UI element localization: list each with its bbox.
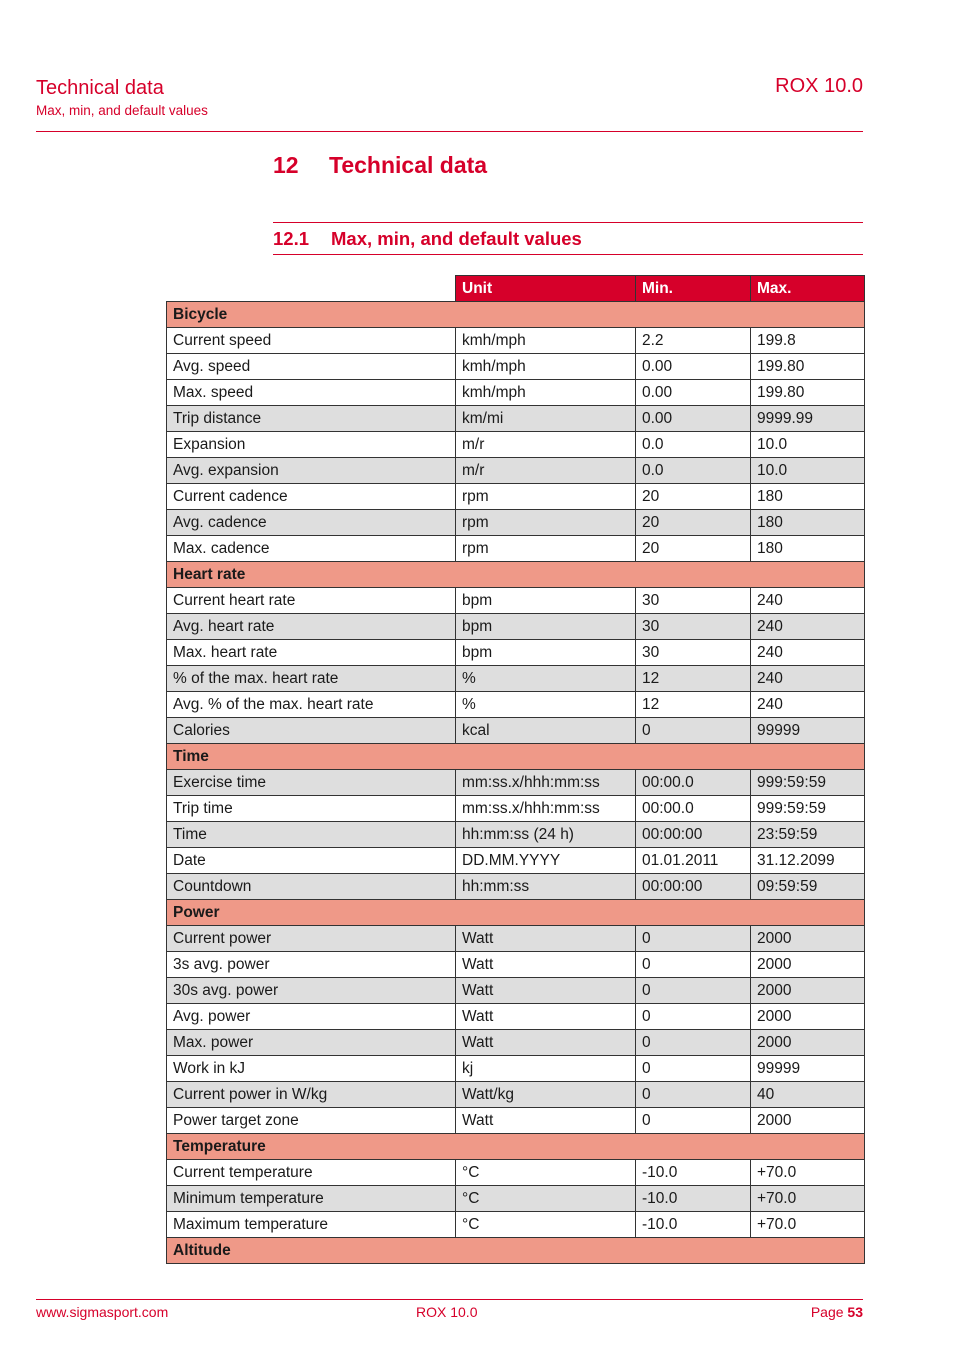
row-max: 2000 <box>751 1004 865 1030</box>
row-max: 2000 <box>751 978 865 1004</box>
row-unit: °C <box>456 1212 636 1238</box>
row-min: 0 <box>636 1056 751 1082</box>
row-min: 2.2 <box>636 328 751 354</box>
row-min: 0 <box>636 978 751 1004</box>
footer-page-label: Page <box>810 1304 844 1320</box>
row-max: 240 <box>751 614 865 640</box>
row-min: 0 <box>636 1082 751 1108</box>
row-min: 20 <box>636 484 751 510</box>
table-row <box>167 354 865 380</box>
row-label: Power target zone <box>167 1108 456 1134</box>
row-label: Current heart rate <box>167 588 456 614</box>
row-max: 240 <box>751 640 865 666</box>
chapter-title: Technical data <box>329 152 488 178</box>
row-max: +70.0 <box>751 1212 865 1238</box>
section-heading <box>273 227 582 251</box>
table-section-row <box>167 302 865 328</box>
row-min: 12 <box>636 692 751 718</box>
row-label: Minimum temperature <box>167 1186 456 1212</box>
row-label: Max. cadence <box>167 536 456 562</box>
row-min: 0.0 <box>636 432 751 458</box>
row-max: 240 <box>751 692 865 718</box>
table-row <box>167 510 865 536</box>
row-max: 2000 <box>751 952 865 978</box>
row-unit: Watt <box>456 1030 636 1056</box>
footer-website: www.sigmasport.com <box>36 1304 169 1320</box>
row-label: Time <box>167 822 456 848</box>
row-max: 99999 <box>751 1056 865 1082</box>
section-number: 12.1 <box>273 228 310 249</box>
row-unit: m/r <box>456 458 636 484</box>
row-label: Avg. speed <box>167 354 456 380</box>
row-label: Max. speed <box>167 380 456 406</box>
table-row <box>167 432 865 458</box>
row-unit: m/r <box>456 432 636 458</box>
row-label: Current speed <box>167 328 456 354</box>
row-label: Avg. % of the max. heart rate <box>167 692 456 718</box>
table-row <box>167 328 865 354</box>
row-max: 199.8 <box>751 328 865 354</box>
table-row <box>167 718 865 744</box>
table-header-min: Min. <box>636 276 751 302</box>
footer-page-number: 53 <box>847 1304 863 1320</box>
row-label: Trip distance <box>167 406 456 432</box>
section-label: Heart rate <box>167 562 865 588</box>
row-min: 00:00:00 <box>636 874 751 900</box>
row-label: Current power <box>167 926 456 952</box>
row-min: 30 <box>636 588 751 614</box>
table-row <box>167 1108 865 1134</box>
header-divider <box>36 131 863 132</box>
table-row <box>167 640 865 666</box>
table-row <box>167 380 865 406</box>
table-header-unit: Unit <box>456 276 636 302</box>
section-title: Max, min, and default values <box>331 228 582 249</box>
row-label: Avg. power <box>167 1004 456 1030</box>
row-unit: Watt <box>456 1108 636 1134</box>
row-unit: rpm <box>456 484 636 510</box>
table-row <box>167 1030 865 1056</box>
row-min: 30 <box>636 614 751 640</box>
row-max: 31.12.2099 <box>751 848 865 874</box>
header-subtitle: Max, min, and default values <box>36 103 208 118</box>
row-max: 199.80 <box>751 380 865 406</box>
row-unit: Watt <box>456 1004 636 1030</box>
row-max: 180 <box>751 510 865 536</box>
row-min: 0.00 <box>636 406 751 432</box>
chapter-number: 12 <box>273 152 299 178</box>
table-row <box>167 614 865 640</box>
row-unit: hh:mm:ss <box>456 874 636 900</box>
row-max: 199.80 <box>751 354 865 380</box>
table-row <box>167 978 865 1004</box>
row-unit: rpm <box>456 536 636 562</box>
row-max: +70.0 <box>751 1160 865 1186</box>
table-row <box>167 536 865 562</box>
table-row <box>167 458 865 484</box>
row-unit: km/mi <box>456 406 636 432</box>
row-label: Current temperature <box>167 1160 456 1186</box>
row-label: Current cadence <box>167 484 456 510</box>
row-label: 30s avg. power <box>167 978 456 1004</box>
row-unit: bpm <box>456 588 636 614</box>
row-unit: DD.MM.YYYY <box>456 848 636 874</box>
row-min: 12 <box>636 666 751 692</box>
table-row <box>167 692 865 718</box>
row-max: 23:59:59 <box>751 822 865 848</box>
row-min: 0 <box>636 718 751 744</box>
row-max: 2000 <box>751 926 865 952</box>
row-min: 0 <box>636 1004 751 1030</box>
row-unit: rpm <box>456 510 636 536</box>
row-unit: % <box>456 666 636 692</box>
table-section-row <box>167 1238 865 1264</box>
row-label: Trip time <box>167 796 456 822</box>
row-unit: kcal <box>456 718 636 744</box>
row-min: 0 <box>636 1030 751 1056</box>
row-label: 3s avg. power <box>167 952 456 978</box>
section-rule-top <box>273 222 863 223</box>
table-row <box>167 1056 865 1082</box>
row-min: 0.0 <box>636 458 751 484</box>
row-label: Avg. cadence <box>167 510 456 536</box>
row-label: Max. power <box>167 1030 456 1056</box>
table-body <box>167 302 865 1264</box>
footer-divider <box>36 1299 863 1300</box>
row-label: Calories <box>167 718 456 744</box>
row-max: 180 <box>751 536 865 562</box>
row-min: 00:00.0 <box>636 770 751 796</box>
row-max: 10.0 <box>751 432 865 458</box>
row-unit: bpm <box>456 640 636 666</box>
running-header <box>36 76 208 120</box>
section-label: Time <box>167 744 865 770</box>
table-section-row <box>167 744 865 770</box>
row-min: 00:00.0 <box>636 796 751 822</box>
row-unit: bpm <box>456 614 636 640</box>
table-header-blank <box>167 276 456 302</box>
row-max: 2000 <box>751 1030 865 1056</box>
row-min: 0.00 <box>636 354 751 380</box>
row-unit: Watt <box>456 926 636 952</box>
row-max: 240 <box>751 666 865 692</box>
table-row <box>167 848 865 874</box>
row-label: Max. heart rate <box>167 640 456 666</box>
row-unit: Watt/kg <box>456 1082 636 1108</box>
section-label: Bicycle <box>167 302 865 328</box>
table-row <box>167 1082 865 1108</box>
table-section-row <box>167 900 865 926</box>
section-label: Temperature <box>167 1134 865 1160</box>
header-title: Technical data <box>36 77 164 99</box>
table-section-row <box>167 562 865 588</box>
row-label: Avg. expansion <box>167 458 456 484</box>
header-product: ROX 10.0 <box>775 75 863 97</box>
table-section-row <box>167 1134 865 1160</box>
table-row <box>167 770 865 796</box>
row-unit: kmh/mph <box>456 380 636 406</box>
row-min: -10.0 <box>636 1186 751 1212</box>
section-label: Power <box>167 900 865 926</box>
row-min: 20 <box>636 510 751 536</box>
row-unit: hh:mm:ss (24 h) <box>456 822 636 848</box>
row-min: 0 <box>636 1108 751 1134</box>
table-row <box>167 822 865 848</box>
row-min: 00:00:00 <box>636 822 751 848</box>
table-row <box>167 796 865 822</box>
table-row <box>167 1160 865 1186</box>
row-label: Maximum temperature <box>167 1212 456 1238</box>
row-max: +70.0 <box>751 1186 865 1212</box>
row-max: 240 <box>751 588 865 614</box>
row-min: -10.0 <box>636 1160 751 1186</box>
row-min: 0 <box>636 952 751 978</box>
chapter-heading <box>273 150 487 180</box>
table-row <box>167 588 865 614</box>
row-max: 09:59:59 <box>751 874 865 900</box>
row-unit: % <box>456 692 636 718</box>
row-unit: Watt <box>456 978 636 1004</box>
table-row <box>167 952 865 978</box>
row-label: Current power in W/kg <box>167 1082 456 1108</box>
table-header-row <box>167 276 865 302</box>
row-label: Expansion <box>167 432 456 458</box>
footer-page <box>811 1304 863 1320</box>
row-max: 999:59:59 <box>751 770 865 796</box>
table-row <box>167 874 865 900</box>
table-row <box>167 1212 865 1238</box>
row-max: 999:59:59 <box>751 796 865 822</box>
values-table <box>166 275 865 1264</box>
row-min: -10.0 <box>636 1212 751 1238</box>
section-label: Altitude <box>167 1238 865 1264</box>
row-unit: mm:ss.x/hhh:mm:ss <box>456 770 636 796</box>
row-min: 0.00 <box>636 380 751 406</box>
table-row <box>167 484 865 510</box>
row-min: 01.01.2011 <box>636 848 751 874</box>
row-max: 180 <box>751 484 865 510</box>
table-row <box>167 1004 865 1030</box>
row-unit: kj <box>456 1056 636 1082</box>
row-max: 99999 <box>751 718 865 744</box>
row-min: 20 <box>636 536 751 562</box>
row-min: 30 <box>636 640 751 666</box>
table-row <box>167 406 865 432</box>
row-unit: mm:ss.x/hhh:mm:ss <box>456 796 636 822</box>
row-min: 0 <box>636 926 751 952</box>
section-rule-bottom <box>273 254 863 255</box>
row-label: Countdown <box>167 874 456 900</box>
footer-product: ROX 10.0 <box>416 1304 478 1320</box>
row-label: Exercise time <box>167 770 456 796</box>
row-max: 40 <box>751 1082 865 1108</box>
row-max: 10.0 <box>751 458 865 484</box>
row-label: Avg. heart rate <box>167 614 456 640</box>
table-row <box>167 666 865 692</box>
table-row <box>167 926 865 952</box>
row-label: Date <box>167 848 456 874</box>
row-unit: °C <box>456 1186 636 1212</box>
row-max: 2000 <box>751 1108 865 1134</box>
row-max: 9999.99 <box>751 406 865 432</box>
row-unit: Watt <box>456 952 636 978</box>
table-row <box>167 1186 865 1212</box>
row-unit: kmh/mph <box>456 354 636 380</box>
row-label: Work in kJ <box>167 1056 456 1082</box>
row-unit: °C <box>456 1160 636 1186</box>
row-unit: kmh/mph <box>456 328 636 354</box>
table-header-max: Max. <box>751 276 865 302</box>
row-label: % of the max. heart rate <box>167 666 456 692</box>
